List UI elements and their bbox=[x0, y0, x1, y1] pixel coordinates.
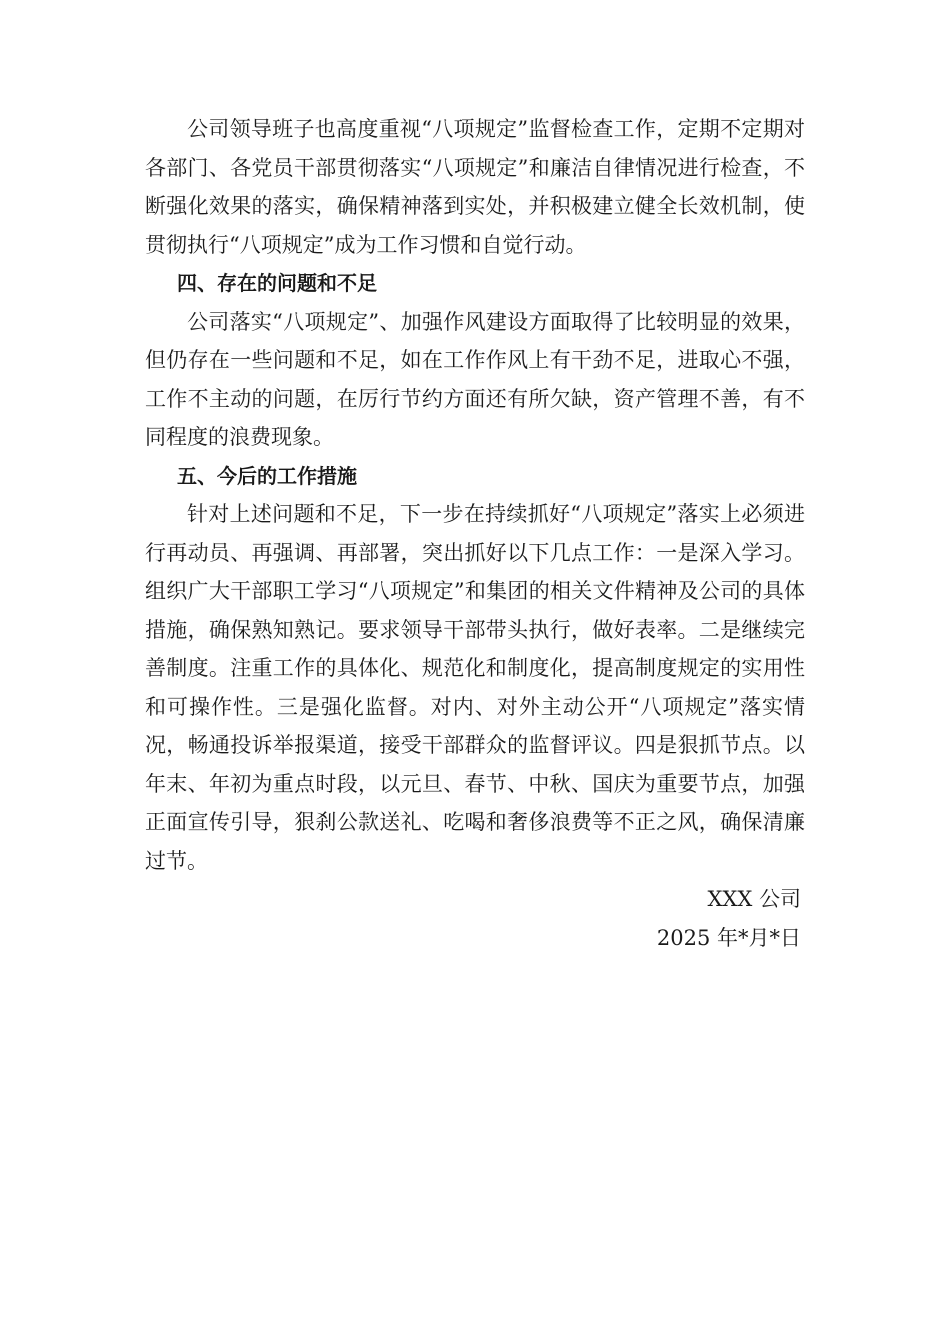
section-heading-measures: 五、今后的工作措施 bbox=[177, 463, 357, 488]
signature-company: XXX 公司 bbox=[707, 887, 801, 911]
signature-date: 2025 年*月*日 bbox=[656, 925, 801, 950]
section-heading-problems: 四、存在的问题和不足 bbox=[177, 271, 377, 295]
paragraph-measures: 针对上述问题和不足，下一步在持续抓好“八项规定”落实上必须进行再动员、再强调、再部署，突出抓好以下几点工作：一是深入学习。组织广大干部职工学习“八项规定”和集团的相关文件精神及公司的具体措施，确保熟知熟记。要求领导干部带头执行，做好表率。二是继续完善制度。注重工作的具体化、规范化和制度化，提高制度规定的实用性和可操作性。三是强化监督。对内、对外主动公开“八项规定”落实情况，畅通投诉举报渠道，接受干部群众的监督评议。四是狠抓节点。以年末、年初为重点时段，以元旦、春节、中秋、国庆为重要节点，加强正面宣传引导，狠刹公款送礼、吃喝和奢侈浪费等不正之风，确保清廉过节。 bbox=[145, 502, 805, 873]
paragraph-supervision: 公司领导班子也高度重视“八项规定”监督检查工作，定期不定期对各部门、各党员干部贯彻落实“八项规定”和廉洁自律情况进行检查，不断强化效果的落实，确保精神落到实处，并积极建立健全长效机制，使贯彻执行“八项规定”成为工作习惯和自觉行动。 bbox=[145, 117, 805, 257]
document-body bbox=[145, 110, 805, 957]
paragraph-problems: 公司落实“八项规定”、加强作风建设方面取得了比较明显的效果，但仍存在一些问题和不足，如在工作作风上有干劲不足，进取心不强，工作不主动的问题，在厉行节约方面还有所欠缺，资产管理不善，有不同程度的浪费现象。 bbox=[145, 309, 805, 449]
